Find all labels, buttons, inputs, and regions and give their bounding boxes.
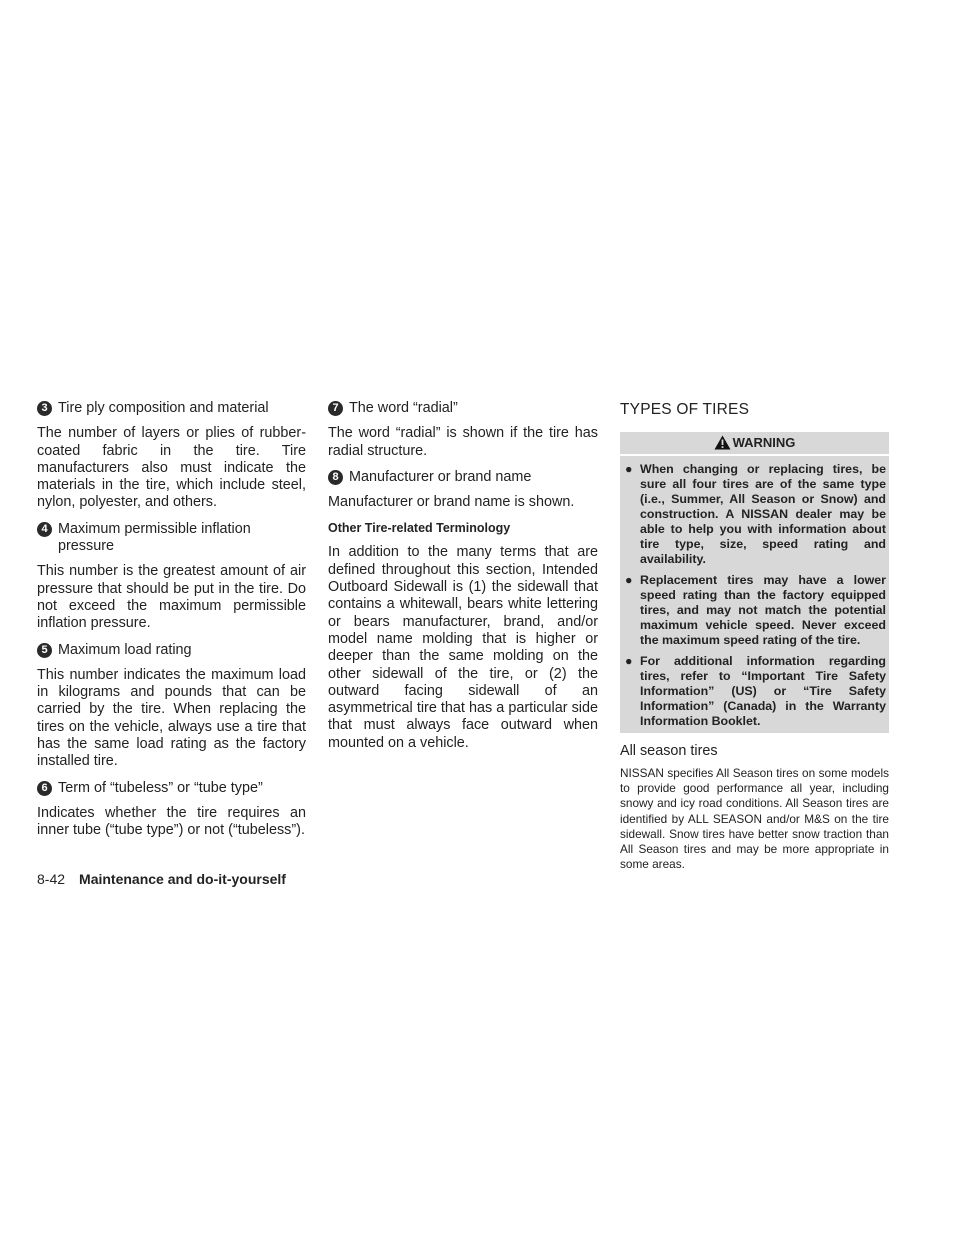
item-5-text: This number indicates the maximum load in kilograms and pounds that can be carried by the tire. When replacing the tires on the vehicle, always use a tire that has the same load rating as the factory installed tire. xyxy=(37,666,306,770)
item-6-text: Indicates whether the tire requires an inner tube (“tube type”) or not (“tubeless”). xyxy=(37,804,306,839)
warning-box xyxy=(620,432,889,733)
item-6-heading xyxy=(37,780,306,797)
item-5-heading xyxy=(37,642,306,659)
circled-number-icon: 6 xyxy=(37,781,52,796)
item-8-heading xyxy=(328,469,598,486)
warning-title: WARNING xyxy=(732,435,796,450)
item-5-label: Maximum load rating xyxy=(58,641,192,658)
circled-number-icon: 7 xyxy=(328,401,343,416)
all-season-text: NISSAN specifies All Season tires on some models to provide good performance all year, including snowy and icy road conditions. All Season tires are identified by ALL SEASON and/or M&S on the tire sidewall. Snow tires have better snow traction than All Season tires and may be more appropriate in some areas. xyxy=(620,766,889,872)
terminology-subheading: Other Tire-related Terminology xyxy=(328,521,511,536)
warning-item xyxy=(623,573,886,648)
warning-item xyxy=(623,654,886,729)
item-3-text: The number of layers or plies of rubber-coated fabric in the tire. Tire manufacturers also must indicate the materials in the tire, which include steel, nylon, polyester, and others. xyxy=(37,425,306,511)
terminology-text: In addition to the many terms that are defined throughout this section, Intended Outboard Sidewall is (1) the sidewall that contains a whitewall, bears white lettering or bears manufacturer, brand, and/or model name molding that is higher or deeper than the same molding on the other sidewall of the tire, or (2) the outward facing sidewall of an asymmetrical tire that has a particular side that must always face outward when mounted on a vehicle. xyxy=(328,544,598,751)
warning-item xyxy=(623,462,886,567)
left-column xyxy=(37,400,306,840)
item-3-label: Tire ply composition and material xyxy=(58,400,269,416)
item-3-heading xyxy=(37,400,306,417)
item-7-label: The word “radial” xyxy=(349,400,458,416)
right-column xyxy=(620,400,889,872)
item-7-heading xyxy=(328,400,598,417)
warning-header xyxy=(620,432,889,456)
item-6-label: Term of “tubeless” or “tube type” xyxy=(58,779,263,796)
item-4-label: Maximum permissible inflation pressure xyxy=(58,520,251,555)
circled-number-icon: 3 xyxy=(37,401,52,416)
page-number: 8-42 xyxy=(37,871,66,887)
all-season-subtitle: All season tires xyxy=(620,743,718,759)
bullet-icon: ● xyxy=(625,573,633,587)
warning-item-text: When changing or replacing tires, be sure all four tires are of the same type (i.e., Summer, All Season or Snow) and construction. A NISSAN dealer may be able to help you with information about tire type, size, speed rating and availability. xyxy=(640,462,886,566)
chapter-title: Maintenance and do-it-yourself xyxy=(79,871,286,887)
bullet-icon: ● xyxy=(625,462,633,476)
warning-item-text: Replacement tires may have a lower speed rating than the factory equipped tires, and may not match the potential maximum vehicle speed. Never exceed the maximum speed rating of the tire. xyxy=(640,573,886,647)
item-4-text: This number is the greatest amount of air pressure that should be put in the tire. Do not exceed the maximum permissible inflation pressure. xyxy=(37,563,306,632)
warning-item-text: For additional information regarding tires, refer to “Important Tire Safety Information” (US) or “Tire Safety Information” (Canada) in the Warranty Information Booklet. xyxy=(640,654,886,728)
middle-column xyxy=(328,400,598,752)
item-7-text: The word “radial” is shown if the tire has radial structure. xyxy=(328,425,598,459)
item-8-text: Manufacturer or brand name is shown. xyxy=(328,494,575,511)
page-footer xyxy=(37,871,286,887)
section-title: TYPES OF TIRES xyxy=(620,401,750,418)
item-4-heading xyxy=(37,521,306,556)
circled-number-icon: 5 xyxy=(37,643,52,658)
circled-number-icon: 4 xyxy=(37,522,52,537)
bullet-icon: ● xyxy=(625,654,633,668)
warning-triangle-icon xyxy=(714,435,731,450)
circled-number-icon: 8 xyxy=(328,470,343,485)
item-8-label: Manufacturer or brand name xyxy=(349,468,532,485)
